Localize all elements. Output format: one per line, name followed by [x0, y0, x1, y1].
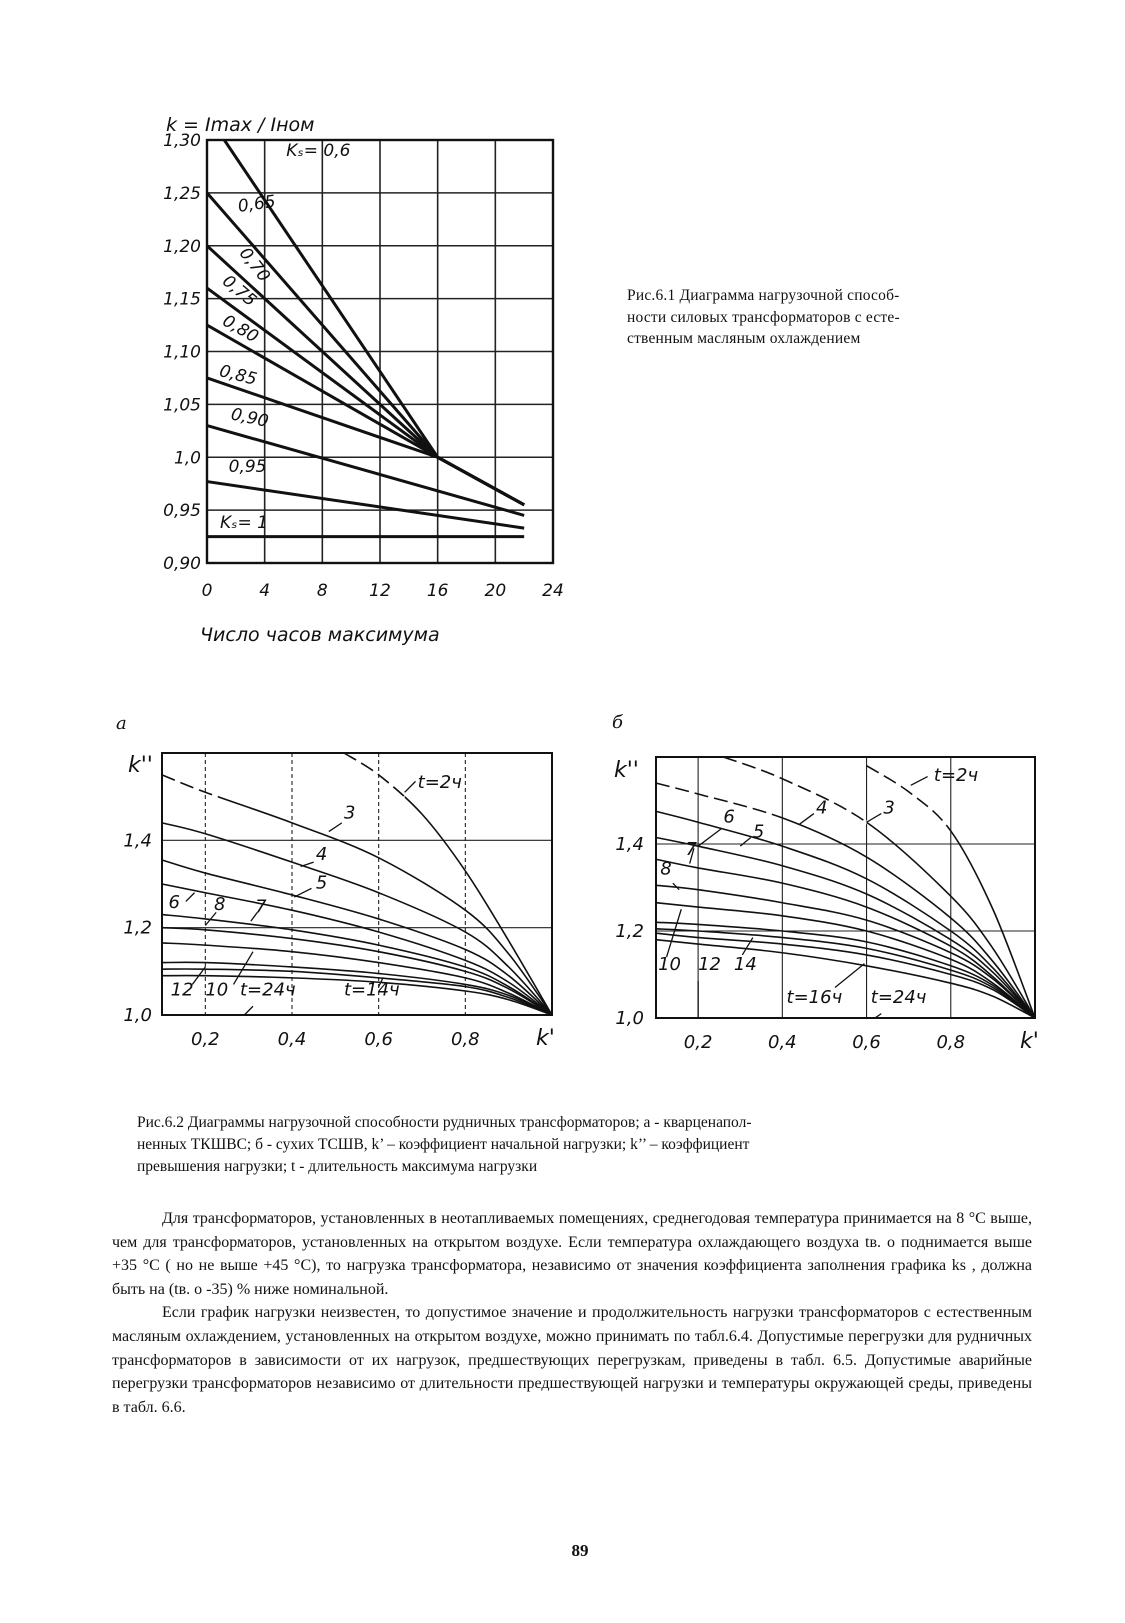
label-leader	[867, 814, 882, 823]
x-axis-title: k'	[1020, 1029, 1039, 1054]
series-label: 0,90	[229, 404, 271, 432]
curve-label: t=14ч	[344, 979, 400, 1001]
paragraph: Для трансформаторов, установленных в неотапливаемых помещениях, среднегодовая температура принимается на 8 °С выше, чем для трансформаторов, установленных на открытом воздухе. Если температура охлаждающего воздуха tв. о поднимается выше +35 °С ( но не выше +45 °С), то нагрузка трансформатора, независимо от значения коэффициента заполнения графика ks , должна быть на (tв. о -35) % ниже номинальной.	[112, 1210, 1032, 1298]
figure-6-2b-chart	[570, 700, 1125, 1080]
y-tick-label: 1,0	[615, 1008, 644, 1029]
y-tick-label: 1,2	[123, 917, 152, 939]
curve-label: t=16ч	[786, 986, 843, 1008]
label-leader	[835, 964, 864, 988]
curve-label: 6	[723, 806, 735, 828]
y-tick-label: 1,2	[615, 921, 644, 942]
y-tick-label: 1,0	[123, 1005, 152, 1026]
y-tick-label: 0,95	[163, 501, 201, 522]
x-tick-label: 0,6	[364, 1029, 393, 1050]
figure-6-2a-chart	[0, 700, 570, 1080]
y-tick-label: 1,25	[163, 183, 201, 204]
y-tick-label: 1,30	[163, 131, 201, 151]
label-leader	[301, 862, 314, 866]
series-label: 0,85	[217, 361, 259, 390]
y-tick-label: 1,10	[163, 342, 201, 363]
label-leader	[329, 823, 342, 832]
x-tick-label: 0,8	[451, 1029, 480, 1050]
curve-label: 10	[205, 979, 229, 1001]
panel-a-label: а	[116, 713, 127, 734]
x-axis-title: Число часов максимума	[200, 624, 440, 646]
x-tick-label: 16	[426, 581, 449, 601]
y-tick-label: 1,05	[163, 395, 201, 416]
x-tick-label: 24	[542, 581, 564, 601]
paragraph: Если график нагрузки неизвестен, то допустимое значение и продолжительность нагрузки трансформаторов с естественным масляным охлаждением, установленных на открытом воздухе, можно принимать по табл.6.4. Допустимые перегрузки для рудничных трансформаторов в зависимости от их нагрузок, предшествующих перегрузкам, приведены в табл. 6.5. Допустимые аварийные перегрузки трансформаторов независимо от длительности предшествующей нагрузки и температуры окружающей среды, приведены в табл. 6.6.	[112, 1304, 1032, 1416]
caption-line: ственным масляным охлаждением	[627, 330, 861, 347]
series-line	[207, 378, 524, 505]
caption-line: Рис.6.2 Диаграммы нагрузочной способности рудничных трансформаторов; а - кварценапол-	[137, 1114, 752, 1131]
figure-6-2-caption	[137, 1112, 1017, 1178]
caption-line: Рис.6.1 Диаграмма нагрузочной способ-	[627, 287, 900, 304]
label-leader	[667, 909, 682, 957]
label-leader	[244, 1006, 253, 1015]
caption-line: превышения нагрузки; t - длительность максимума нагрузки	[137, 1158, 538, 1175]
x-tick-label: 0,2	[683, 1032, 713, 1053]
figure-6-1-caption	[627, 285, 1007, 350]
y-tick-label: 0,90	[163, 554, 201, 574]
y-axis-title: k''	[128, 753, 153, 778]
x-tick-label: 0,4	[277, 1029, 307, 1050]
y-tick-label: 1,4	[615, 834, 644, 855]
y-tick-label: 1,20	[163, 236, 201, 257]
curve-label: 6	[168, 892, 180, 914]
label-leader	[186, 893, 195, 902]
label-leader	[799, 814, 814, 825]
x-tick-label: 12	[369, 581, 391, 601]
curve-label: t=24ч	[870, 986, 927, 1008]
x-tick-label: 0,6	[852, 1032, 881, 1053]
x-tick-label: 0,2	[191, 1029, 220, 1050]
curve-label: t=24ч	[240, 979, 296, 1001]
label-leader	[294, 888, 311, 897]
label-leader	[911, 777, 928, 786]
curve-label: t=2ч	[933, 764, 979, 786]
body-text	[112, 1207, 1032, 1419]
series-label: Kₛ= 0,6	[286, 140, 351, 161]
x-tick-label: 20	[484, 581, 507, 601]
dash-gap	[723, 757, 1035, 1018]
y-tick-label: 1,0	[173, 448, 201, 469]
curve-label: 7	[685, 838, 697, 860]
curve-label: 5	[315, 872, 328, 894]
x-tick-label: 8	[316, 581, 328, 601]
caption-line: ности силовых трансформаторов с есте-	[627, 308, 900, 326]
curve-label: 12	[170, 979, 194, 1001]
x-tick-label: 0	[201, 581, 213, 601]
curve-label: 8	[214, 894, 226, 916]
curve-label: 5	[752, 821, 765, 843]
curve-label: 12	[698, 954, 722, 976]
label-leader	[405, 781, 416, 792]
curve-label: 8	[660, 858, 672, 880]
curve-label: 3	[883, 797, 895, 819]
caption-line: ненных ТКШВС; б - сухих ТСШВ, k’ – коэффициент начальной нагрузки; k’’ – коэффициент	[137, 1136, 750, 1153]
series-label: 0,80	[218, 311, 262, 348]
panel-b-label: б	[612, 712, 623, 733]
curve-label: 4	[816, 797, 828, 819]
y-axis-title: k''	[614, 758, 639, 783]
page-number: 89	[571, 1541, 589, 1560]
curve-label: 10	[658, 954, 682, 976]
y-tick-label: 1,4	[123, 830, 152, 852]
series-label: 0,70	[234, 243, 274, 287]
x-axis-title: k'	[536, 1026, 555, 1051]
curve-label: 4	[315, 843, 328, 865]
series-line	[723, 757, 1035, 1018]
curve-label: 7	[255, 896, 267, 918]
x-tick-label: 0,8	[936, 1032, 966, 1053]
y-axis-title: k = Imax / Iном	[166, 114, 315, 136]
series-label: 0,75	[218, 271, 261, 311]
label-leader	[740, 837, 751, 846]
y-tick-label: 1,15	[163, 289, 201, 310]
curve-label: 3	[344, 802, 356, 824]
figure-6-1-chart	[0, 0, 1125, 700]
x-tick-label: 0,4	[768, 1032, 797, 1053]
series-label: 0,95	[228, 457, 267, 478]
curve-label: 14	[733, 954, 757, 976]
series-label: Kₛ= 1	[219, 513, 268, 534]
x-tick-label: 4	[259, 581, 271, 601]
curve-label: t=2ч	[417, 771, 462, 793]
series-label: 0,65	[236, 191, 277, 217]
